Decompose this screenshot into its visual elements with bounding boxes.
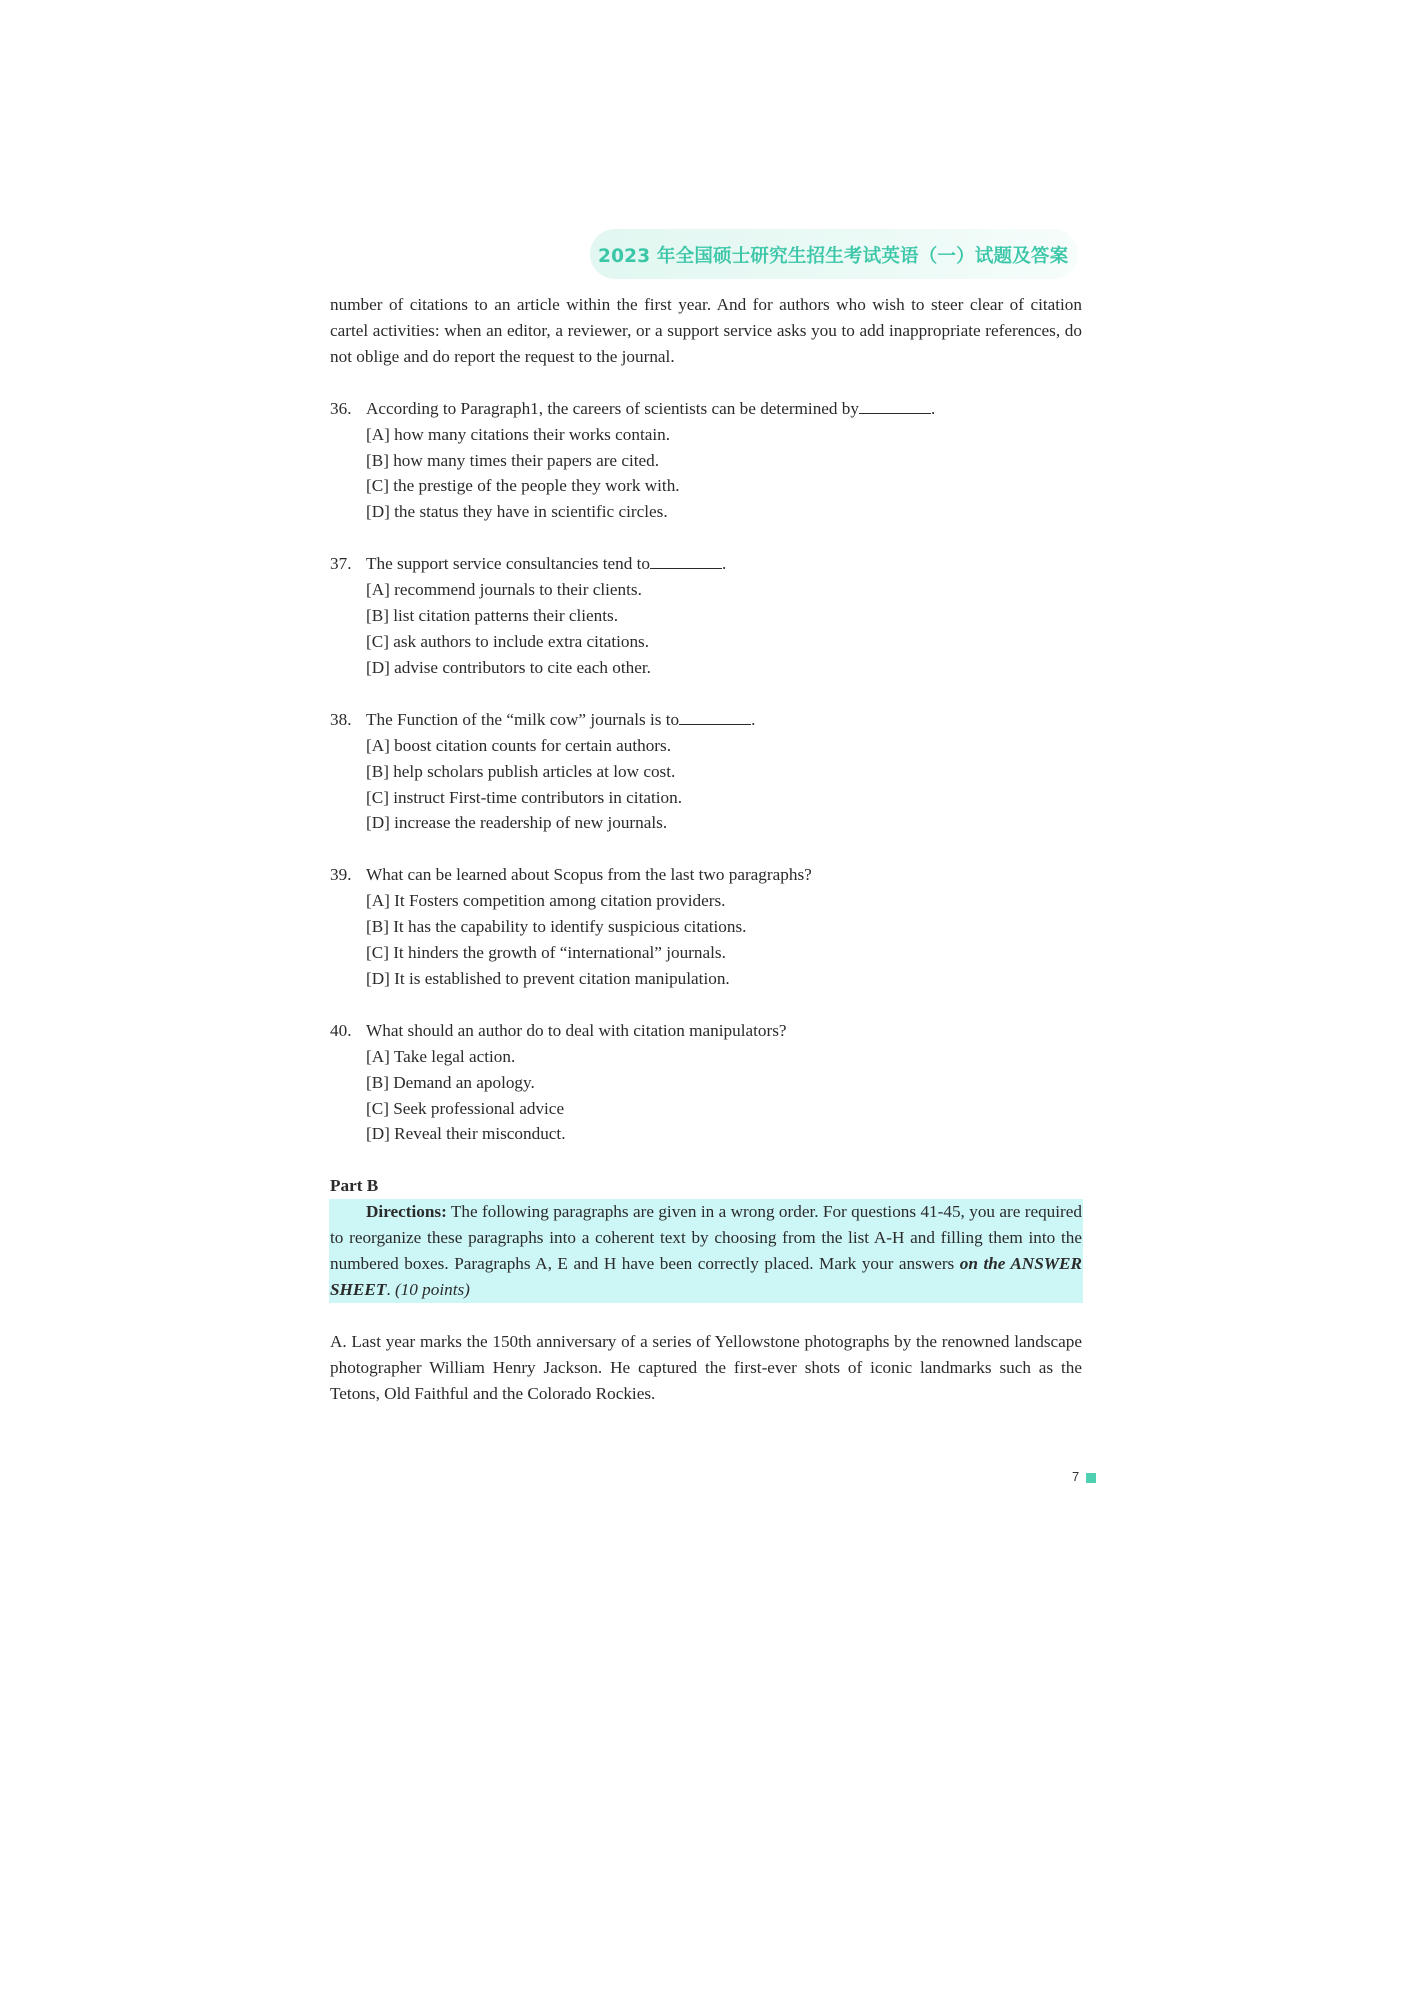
answer-option: [D] increase the readership of new journals. [366, 813, 668, 833]
question-number: 37. [330, 554, 352, 574]
question-stem-end: . [931, 398, 936, 418]
question-37 [330, 551, 1082, 681]
paragraph-a: A. Last year marks the 150th anniversary of a series of Yellowstone photographs by the renowned landscape photographer William Henry Jackson. He captured the first-ever shots of iconic landmarks such as the Tetons, Old Faithful and the Colorado Rockies. [330, 1331, 1082, 1403]
directions-period: . [386, 1280, 395, 1299]
page-content [330, 292, 1082, 1424]
directions-text: The following paragraphs are given in a wrong order. For questions 41-45, you are required to reorganize these paragraphs into a coherent text by choosing from the list A-H and filling them into the numbered boxes. Paragraphs A, E and H have been correctly placed. Mark your answers [330, 1202, 1082, 1274]
question-stem-text: The support service consultancies tend to [366, 554, 650, 574]
answer-option: [C] It hinders the growth of “international” journals. [366, 943, 726, 963]
page-number-square-icon [1086, 1473, 1096, 1483]
answer-option: [A] Take legal action. [366, 1046, 516, 1066]
question-38 [330, 707, 1082, 837]
question-stem [330, 551, 1082, 577]
question-stem-end: . [751, 709, 756, 729]
answer-option: [D] advise contributors to cite each other. [366, 657, 651, 677]
answer-option: [B] help scholars publish articles at low cost. [366, 761, 676, 781]
page-number: 7 [1072, 1469, 1080, 1484]
answer-option: [D] It is established to prevent citation manipulation. [366, 968, 730, 988]
question-stem-text: What can be learned about Scopus from the last two paragraphs? [366, 865, 812, 885]
question-40 [330, 1018, 1082, 1148]
question-text [366, 1018, 787, 1044]
question-stem-text: The Function of the “milk cow” journals is to [366, 709, 680, 729]
question-number: 40. [330, 1020, 352, 1040]
question-text [366, 862, 812, 888]
answer-option: [C] Seek professional advice [366, 1098, 565, 1118]
answer-option: [C] ask authors to include extra citations. [366, 631, 650, 651]
answer-option: [B] It has the capability to identify suspicious citations. [366, 917, 747, 937]
question-stem [330, 707, 1082, 733]
question-text [366, 707, 755, 733]
answer-option: [B] how many times their papers are cited. [366, 450, 660, 470]
answer-option: [A] how many citations their works contain. [366, 424, 671, 444]
question-stem [330, 862, 1082, 888]
question-36 [330, 396, 1082, 526]
question-number: 36. [330, 398, 352, 418]
answer-option: [D] the status they have in scientific circles. [366, 502, 668, 522]
question-stem-text: What should an author do to deal with citation manipulators? [366, 1020, 787, 1040]
answer-option: [C] the prestige of the people they work with. [366, 476, 680, 496]
page-header-title: 2023 年全国硕士研究生招生考试英语（一）试题及答案 [598, 246, 1069, 267]
question-text [366, 551, 726, 577]
points-text: (10 points) [394, 1280, 470, 1299]
answer-sheet-text: on the ANSWER SHEET [330, 1254, 1082, 1299]
option-list [330, 422, 1082, 526]
answer-blank [679, 708, 751, 725]
directions-block [329, 1199, 1083, 1303]
answer-option: [A] recommend journals to their clients. [366, 580, 642, 600]
question-number: 38. [330, 709, 352, 729]
question-number: 39. [330, 865, 352, 885]
answer-option: [A] It Fosters competition among citation providers. [366, 891, 726, 911]
directions-label: Directions: [366, 1202, 447, 1222]
question-stem [330, 396, 1082, 422]
option-list [330, 733, 1082, 837]
answer-option: [B] Demand an apology. [366, 1072, 535, 1092]
option-list [330, 1044, 1082, 1148]
question-stem-text: According to Paragraph1, the careers of scientists can be determined by [366, 398, 859, 418]
answer-option: [C] instruct First-time contributors in citation. [366, 787, 683, 807]
option-list [330, 577, 1082, 681]
question-stem [330, 1018, 1082, 1044]
answer-option: [B] list citation patterns their clients. [366, 606, 619, 626]
intro-paragraph: number of citations to an article within the first year. And for authors who wish to steer clear of citation cartel activities: when an editor, a reviewer, or a support service asks you to add inappropriate references, do not oblige and do report the request to the journal. [330, 295, 1082, 366]
question-39 [330, 862, 1082, 992]
question-text [366, 396, 935, 422]
answer-option: [D] Reveal their misconduct. [366, 1124, 566, 1144]
option-list [330, 888, 1082, 992]
question-stem-end: . [722, 554, 727, 574]
question-list [330, 396, 1082, 1148]
answer-option: [A] boost citation counts for certain authors. [366, 735, 671, 755]
answer-blank [650, 552, 722, 569]
answer-blank [859, 397, 931, 414]
part-b-heading: Part B [330, 1176, 379, 1196]
